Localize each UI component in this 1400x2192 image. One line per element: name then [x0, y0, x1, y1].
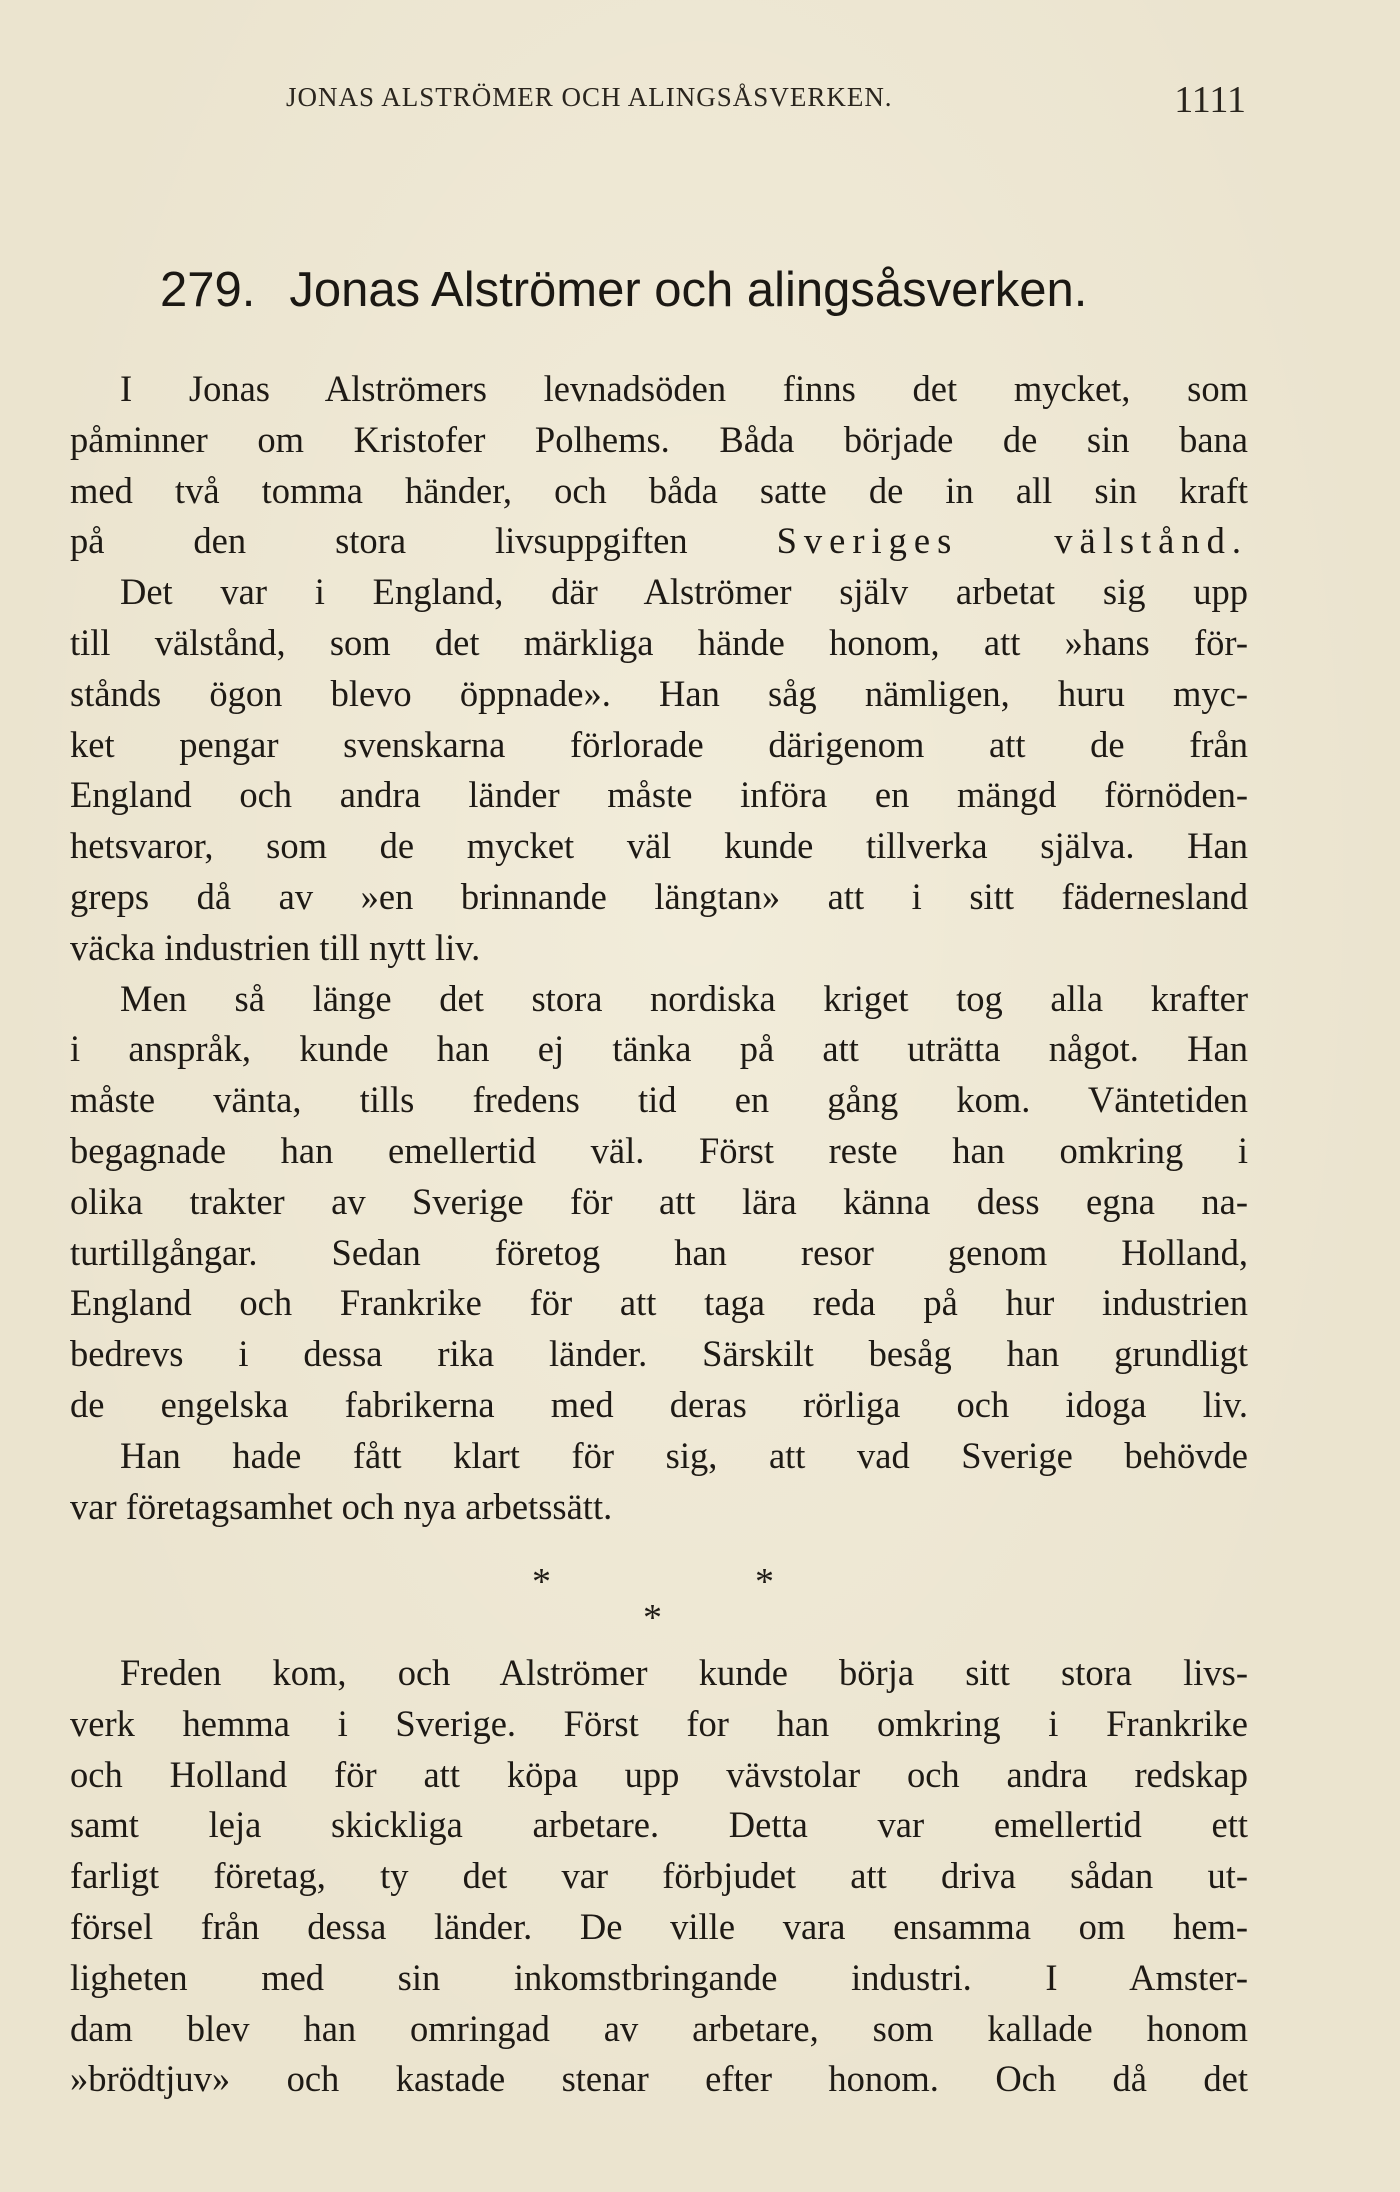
text-line: turtillgångar. Sedan företog han resor genom Holland, — [70, 1231, 1248, 1273]
text-line: ket pengar svenskarna förlorade därigenom att de från — [70, 723, 1248, 765]
text-line: hetsvaror, som de mycket väl kunde tillverka själva. Han — [70, 825, 1248, 867]
running-header — [286, 79, 1246, 122]
emphasized-phrase: Sveriges välstånd. — [776, 520, 1248, 562]
text-line: bedrevs i dessa rika länder. Särskilt besåg han grundligt — [70, 1333, 1248, 1375]
text-line: stånds ögon blevo öppnade». Han såg nämligen, huru myc- — [70, 672, 1248, 714]
text-line: måste vänta, tills fredens tid en gång kom. Väntetiden — [70, 1079, 1248, 1121]
text-line: farligt företag, ty det var förbjudet att driva sådan ut- — [70, 1855, 1248, 1897]
text-line: i anspråk, kunde han ej tänka på att uträtta något. Han — [70, 1028, 1248, 1070]
text-line: och Holland för att köpa upp vävstolar och andra redskap — [70, 1753, 1248, 1795]
text-line: samt leja skickliga arbetare. Detta var emellertid ett — [70, 1804, 1248, 1846]
text-line: de engelska fabrikerna med deras rörliga och idoga liv. — [70, 1383, 1248, 1425]
text-line: greps då av »en brinnande längtan» att i sitt fädernesland — [70, 875, 1248, 917]
text-line: påminner om Kristofer Polhems. Båda började de sin bana — [70, 418, 1248, 460]
asterisk: * — [532, 1561, 551, 1603]
paragraph-block-2 — [70, 1648, 1248, 2105]
text-line: begagnade han emellertid väl. Först reste han omkring i — [70, 1129, 1248, 1171]
text-line: verk hemma i Sverige. Först for han omkring i Frankrike — [70, 1702, 1248, 1744]
text-line: I Jonas Alströmers levnadsöden finns det mycket, som — [120, 368, 1248, 409]
text-line: Han hade fått klart för sig, att vad Sverige behövde — [120, 1434, 1248, 1476]
page-number: 1111 — [1174, 79, 1246, 121]
text-line: försel från dessa länder. De ville vara ensamma om hem- — [70, 1905, 1248, 1947]
text-line-prefix: på den stora livsuppgiften — [70, 520, 688, 562]
text-line: med två tomma händer, och båda satte de in all sin kraft — [70, 469, 1248, 511]
text-line: var företagsamhet och nya arbetssätt. — [70, 1485, 613, 1527]
section-break-asterism — [0, 1560, 1400, 1640]
text-line: England och andra länder måste införa en mängd förnöden- — [70, 774, 1248, 816]
text-line: Freden kom, och Alströmer kunde börja sitt stora livs- — [120, 1652, 1248, 1693]
asterisk: * — [755, 1561, 774, 1603]
text-line: England och Frankrike för att taga reda på hur industrien — [70, 1282, 1248, 1324]
section-heading — [160, 262, 1260, 318]
text-line: Men så länge det stora nordiska kriget tog alla krafter — [120, 977, 1248, 1019]
text-line: till välstånd, som det märkliga hände honom, att »hans för- — [70, 621, 1248, 663]
paragraph-block-1 — [70, 364, 1248, 1532]
text-line: dam blev han omringad av arbetare, som kallade honom — [70, 2007, 1248, 2049]
text-line: Det var i England, där Alströmer själv arbetat sig upp — [120, 571, 1248, 613]
text-line: väcka industrien till nytt liv. — [70, 926, 481, 968]
text-line: ligheten med sin inkomstbringande industri. I Amster- — [70, 1956, 1248, 1998]
asterisk: * — [643, 1597, 662, 1639]
running-title: JONAS ALSTRÖMER OCH ALINGSÅSVERKEN. — [286, 82, 893, 112]
text-line — [70, 516, 1248, 567]
section-number: 279. — [160, 263, 256, 317]
text-line: olika trakter av Sverige för att lära känna dess egna na- — [70, 1180, 1248, 1222]
section-title: Jonas Alströmer och alingsåsverken. — [289, 263, 1088, 317]
text-line: »brödtjuv» och kastade stenar efter honom. Och då det — [70, 2058, 1248, 2100]
